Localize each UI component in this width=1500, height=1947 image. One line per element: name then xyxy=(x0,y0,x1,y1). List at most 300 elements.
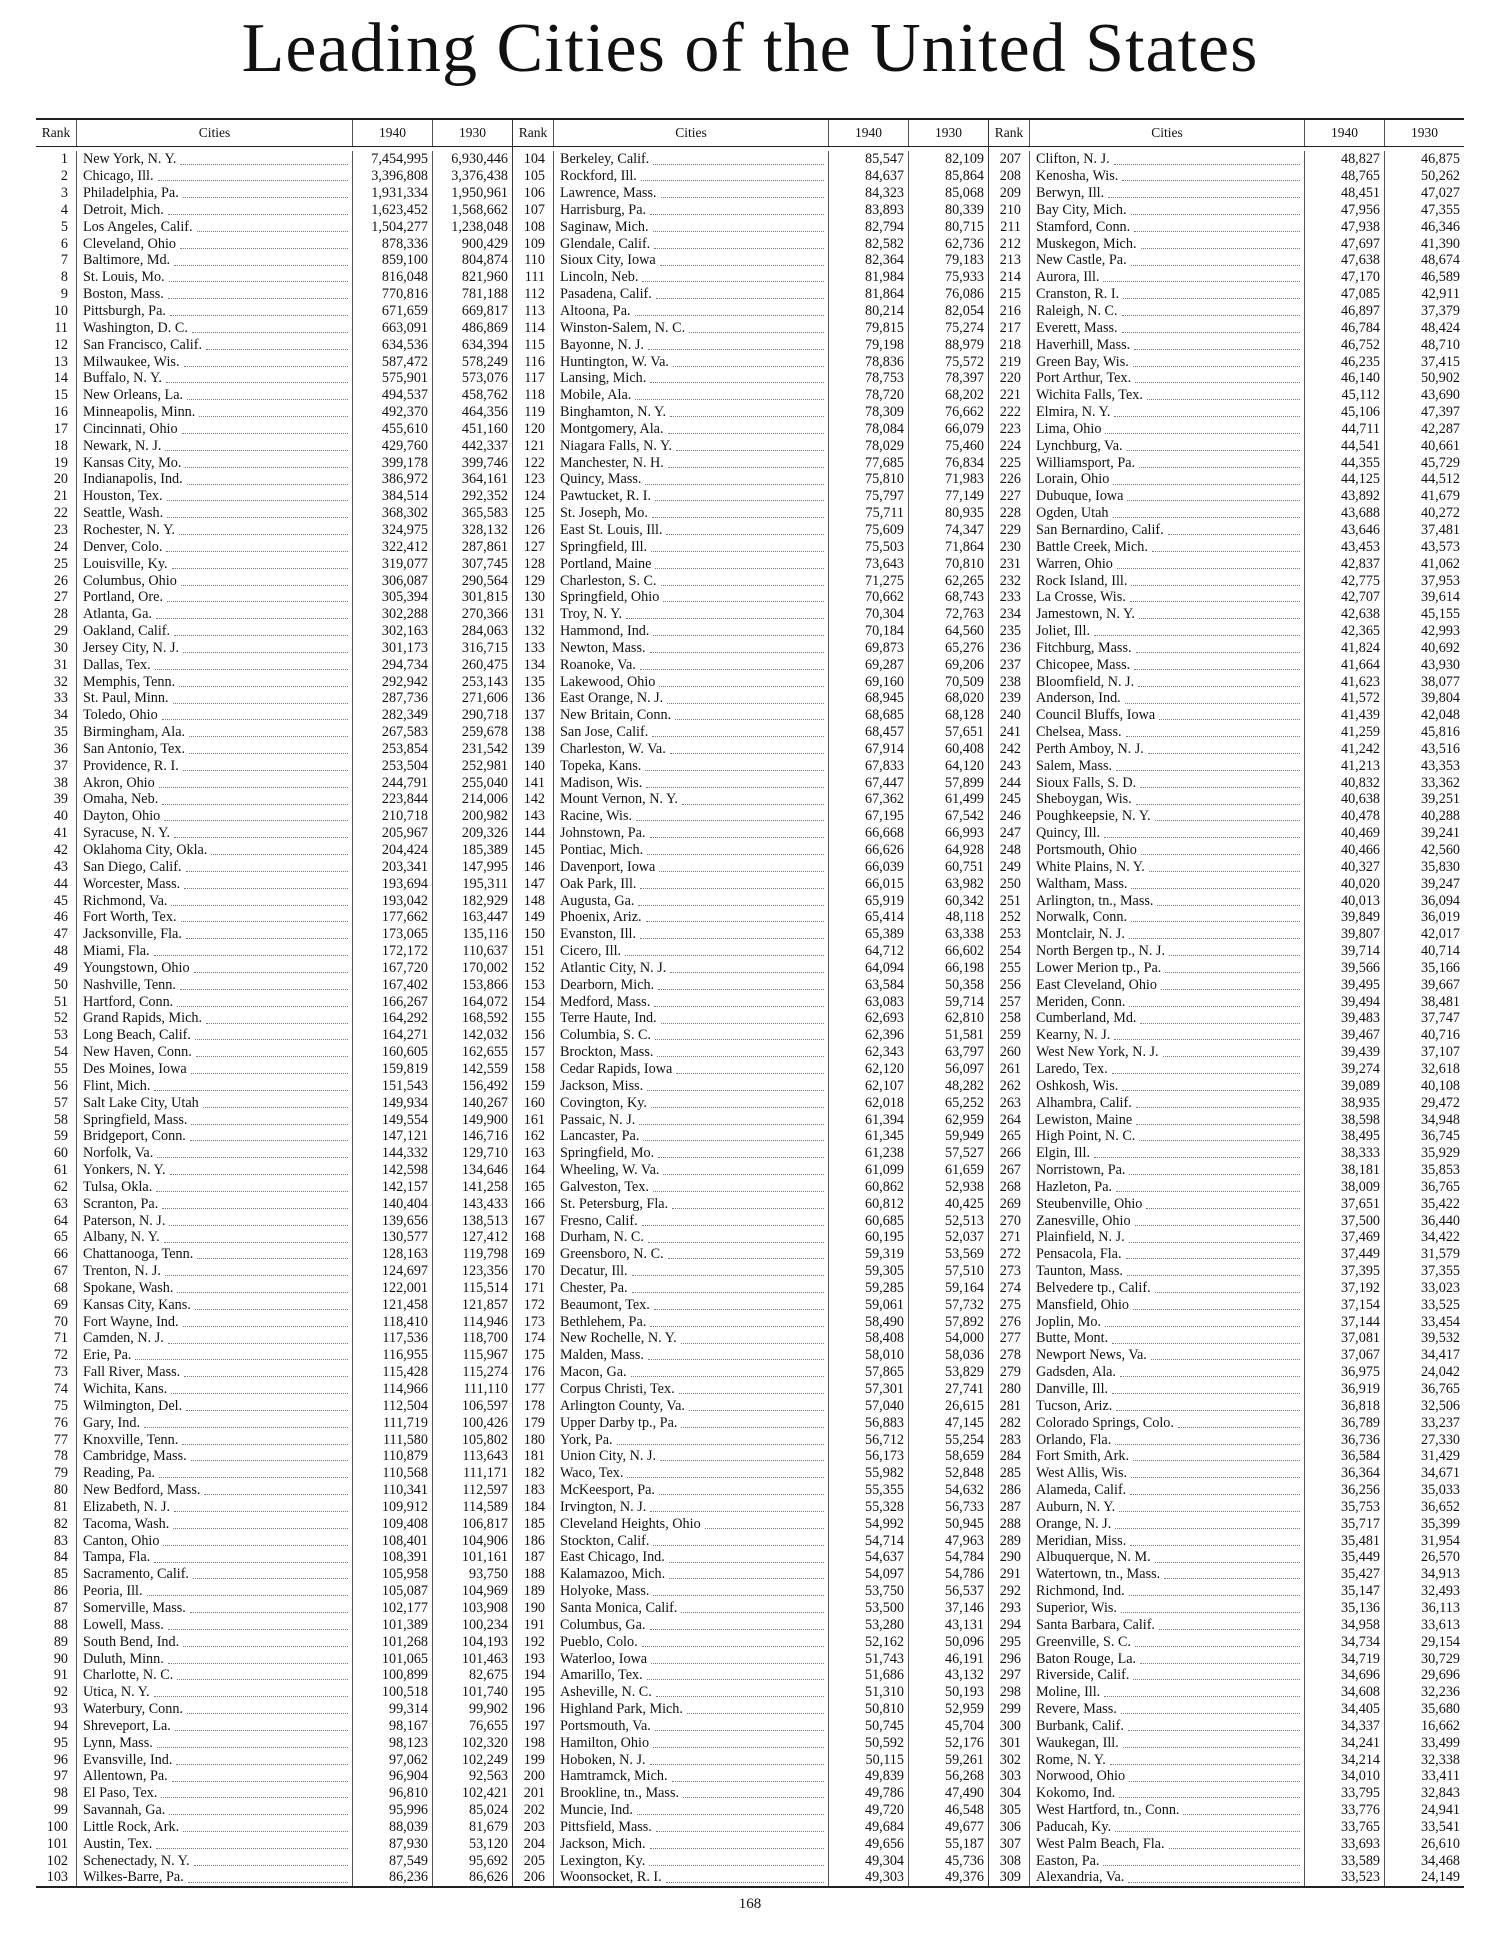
population-1940-cell: 35,753 xyxy=(1304,1499,1384,1516)
table-row xyxy=(36,1448,512,1465)
city-cell xyxy=(76,724,352,741)
table-row xyxy=(513,707,988,724)
city-name: Orange, N. J. xyxy=(1036,1515,1112,1532)
city-name: St. Louis, Mo. xyxy=(83,269,165,286)
rank-cell: 130 xyxy=(523,589,545,606)
dot-leader xyxy=(655,1721,824,1731)
dot-leader xyxy=(648,1233,824,1243)
population-1940-cell: 44,125 xyxy=(1304,471,1384,488)
table-row xyxy=(513,976,988,993)
rank-cell: 31 xyxy=(53,656,68,673)
city-name: Greenville, S. C. xyxy=(1036,1633,1131,1650)
table-row xyxy=(989,1650,1464,1667)
dot-leader xyxy=(191,1115,348,1125)
population-1930-cell: 634,394 xyxy=(432,336,512,353)
population-1930-cell: 127,412 xyxy=(432,1229,512,1246)
city-cell xyxy=(553,1364,828,1381)
dot-leader xyxy=(1135,1637,1300,1647)
rank-cell: 188 xyxy=(523,1566,545,1583)
table-row xyxy=(989,1431,1464,1448)
city-cell xyxy=(1029,555,1304,572)
city-name: Fort Smith, Ark. xyxy=(1036,1448,1130,1465)
city-name: Elmira, N. Y. xyxy=(1036,404,1111,421)
table-row xyxy=(513,185,988,202)
city-name: New Orleans, La. xyxy=(83,387,184,404)
table-row xyxy=(36,623,512,640)
population-1930-cell: 39,804 xyxy=(1384,690,1464,707)
city-name: Quincy, Ill. xyxy=(1036,825,1101,842)
population-1930-cell: 50,096 xyxy=(908,1633,988,1650)
table-row xyxy=(36,1044,512,1061)
rank-cell: 171 xyxy=(523,1279,545,1296)
population-1940-cell: 244,791 xyxy=(352,774,432,791)
population-1930-cell: 464,356 xyxy=(432,404,512,421)
city-name: Hartford, Conn. xyxy=(83,993,174,1010)
city-cell xyxy=(1029,522,1304,539)
city-cell xyxy=(553,1263,828,1280)
dot-leader xyxy=(647,1081,824,1091)
city-name: Dubuque, Iowa xyxy=(1036,488,1124,505)
city-cell xyxy=(1029,1010,1304,1027)
table-row xyxy=(513,336,988,353)
rank-cell: 232 xyxy=(999,572,1021,589)
rank-cell: 183 xyxy=(523,1482,545,1499)
dot-leader xyxy=(1148,744,1300,754)
rank-cell: 286 xyxy=(999,1482,1021,1499)
population-1940-cell: 33,795 xyxy=(1304,1785,1384,1802)
table-row xyxy=(989,1313,1464,1330)
population-1930-cell: 60,342 xyxy=(908,892,988,909)
dot-leader xyxy=(656,1822,824,1832)
table-row xyxy=(513,943,988,960)
population-1930-cell: 50,193 xyxy=(908,1684,988,1701)
rank-cell: 230 xyxy=(999,538,1021,555)
rank-cell: 3 xyxy=(60,185,68,202)
table-row xyxy=(36,1061,512,1078)
population-1940-cell: 36,818 xyxy=(1304,1398,1384,1415)
dot-leader xyxy=(661,576,824,586)
rank-cell: 266 xyxy=(999,1145,1021,1162)
population-1940-cell: 116,955 xyxy=(352,1347,432,1364)
city-name: Roanoke, Va. xyxy=(560,656,636,673)
population-1930-cell: 48,674 xyxy=(1384,252,1464,269)
population-1930-cell: 37,481 xyxy=(1384,522,1464,539)
table-row xyxy=(989,1667,1464,1684)
city-name: Berkeley, Calif. xyxy=(560,151,650,168)
city-name: Harrisburg, Pa. xyxy=(560,201,647,218)
population-1940-cell: 43,892 xyxy=(1304,488,1384,505)
table-row xyxy=(36,1330,512,1347)
population-1940-cell: 102,177 xyxy=(352,1600,432,1617)
population-1930-cell: 111,110 xyxy=(432,1381,512,1398)
city-name: Detroit, Mich. xyxy=(83,201,164,218)
population-1940-cell: 267,583 xyxy=(352,724,432,741)
city-name: Baltimore, Md. xyxy=(83,252,171,269)
population-1930-cell: 66,993 xyxy=(908,825,988,842)
population-1940-cell: 88,039 xyxy=(352,1819,432,1836)
table-row xyxy=(989,808,1464,825)
city-name: Jackson, Miss. xyxy=(560,1077,644,1094)
population-1940-cell: 36,256 xyxy=(1304,1482,1384,1499)
city-cell xyxy=(76,1027,352,1044)
dot-leader xyxy=(625,946,824,956)
rank-cell: 100 xyxy=(46,1818,68,1835)
city-name: Racine, Wis. xyxy=(560,808,633,825)
city-cell xyxy=(76,606,352,623)
rank-cell: 124 xyxy=(523,488,545,505)
population-1930-cell: 27,330 xyxy=(1384,1431,1464,1448)
population-1930-cell: 34,948 xyxy=(1384,1111,1464,1128)
population-1940-cell: 50,745 xyxy=(828,1718,908,1735)
population-1940-cell: 65,414 xyxy=(828,909,908,926)
population-1930-cell: 43,930 xyxy=(1384,656,1464,673)
population-1940-cell: 634,536 xyxy=(352,336,432,353)
table-row xyxy=(513,1768,988,1785)
population-1940-cell: 69,287 xyxy=(828,656,908,673)
population-1940-cell: 282,349 xyxy=(352,707,432,724)
rank-cell: 278 xyxy=(999,1347,1021,1364)
dot-leader xyxy=(1104,828,1300,838)
table-row xyxy=(513,1313,988,1330)
population-1940-cell: 386,972 xyxy=(352,471,432,488)
population-1940-cell: 85,547 xyxy=(828,151,908,168)
table-row xyxy=(989,1296,1464,1313)
city-name: Fall River, Mass. xyxy=(83,1364,181,1381)
population-1930-cell: 33,613 xyxy=(1384,1617,1464,1634)
dot-leader xyxy=(169,1216,348,1226)
table-row xyxy=(513,690,988,707)
population-1940-cell: 66,039 xyxy=(828,859,908,876)
city-cell xyxy=(1029,185,1304,202)
population-1930-cell: 54,784 xyxy=(908,1549,988,1566)
table-row xyxy=(36,555,512,572)
table-row xyxy=(36,1802,512,1819)
city-cell xyxy=(76,488,352,505)
rank-cell: 17 xyxy=(53,420,68,437)
population-1940-cell: 47,938 xyxy=(1304,218,1384,235)
population-1930-cell: 255,040 xyxy=(432,774,512,791)
dot-leader xyxy=(156,1182,348,1192)
table-row xyxy=(513,606,988,623)
city-name: Bayonne, N. J. xyxy=(560,336,644,353)
rank-cell: 309 xyxy=(999,1869,1021,1886)
city-cell xyxy=(76,1835,352,1852)
population-1930-cell: 259,678 xyxy=(432,724,512,741)
table-row xyxy=(989,505,1464,522)
city-name: Oklahoma City, Okla. xyxy=(83,842,208,858)
population-1940-cell: 121,458 xyxy=(352,1296,432,1313)
city-name: Moline, Ill. xyxy=(1036,1684,1101,1701)
rank-cell: 132 xyxy=(523,623,545,640)
table-row xyxy=(513,1381,988,1398)
population-1930-cell: 43,132 xyxy=(908,1667,988,1684)
rank-cell: 160 xyxy=(523,1094,545,1111)
page-number: 168 xyxy=(738,1896,762,1912)
city-name: Evansville, Ind. xyxy=(83,1751,173,1768)
table-row xyxy=(513,791,988,808)
dot-leader xyxy=(1127,1266,1300,1276)
dot-leader xyxy=(635,390,824,400)
city-cell xyxy=(1029,572,1304,589)
table-row xyxy=(989,1549,1464,1566)
dot-leader xyxy=(668,424,824,434)
table-row xyxy=(36,1515,512,1532)
city-cell xyxy=(1029,1751,1304,1768)
dot-leader xyxy=(159,1468,348,1478)
population-1930-cell: 100,426 xyxy=(432,1414,512,1431)
dot-leader xyxy=(689,323,824,333)
dot-leader xyxy=(627,1468,824,1478)
dot-leader xyxy=(156,609,348,619)
population-1930-cell: 32,236 xyxy=(1384,1684,1464,1701)
city-cell xyxy=(553,1819,828,1836)
rank-cell: 13 xyxy=(53,353,68,370)
population-1930-cell: 162,655 xyxy=(432,1044,512,1061)
rank-cell: 294 xyxy=(999,1616,1021,1633)
population-1930-cell: 70,509 xyxy=(908,673,988,690)
population-1930-cell: 1,238,048 xyxy=(432,218,512,235)
population-1940-cell: 40,478 xyxy=(1304,808,1384,825)
city-name: New Bedford, Mass. xyxy=(83,1482,201,1499)
city-cell xyxy=(553,1684,828,1701)
city-cell xyxy=(1029,320,1304,337)
dot-leader xyxy=(653,626,824,636)
dot-leader xyxy=(649,1856,824,1866)
city-cell xyxy=(1029,1785,1304,1802)
table-row xyxy=(36,1785,512,1802)
dot-leader xyxy=(1123,1738,1300,1748)
dot-leader xyxy=(1129,1233,1300,1243)
table-row xyxy=(989,1566,1464,1583)
population-1940-cell: 61,238 xyxy=(828,1145,908,1162)
population-1930-cell: 140,267 xyxy=(432,1094,512,1111)
rank-cell: 149 xyxy=(523,909,545,926)
table-row xyxy=(36,539,512,556)
population-1940-cell: 110,568 xyxy=(352,1465,432,1482)
dot-leader xyxy=(643,1131,824,1141)
city-name: Norristown, Pa. xyxy=(1036,1162,1126,1179)
rank-cell: 45 xyxy=(53,892,68,909)
table-row xyxy=(36,1280,512,1297)
city-name: Springfield, Ohio xyxy=(560,589,660,606)
table-row xyxy=(36,522,512,539)
dot-leader xyxy=(183,1317,348,1327)
population-1930-cell: 113,643 xyxy=(432,1448,512,1465)
dot-leader xyxy=(167,592,348,602)
city-name: Paterson, N. J. xyxy=(83,1212,166,1229)
city-name: Schenectady, N. Y. xyxy=(83,1852,190,1869)
population-1930-cell: 37,355 xyxy=(1384,1263,1464,1280)
city-cell xyxy=(1029,741,1304,758)
city-cell xyxy=(553,606,828,623)
rank-cell: 163 xyxy=(523,1145,545,1162)
rank-cell: 29 xyxy=(53,623,68,640)
population-1930-cell: 307,745 xyxy=(432,555,512,572)
rank-cell: 225 xyxy=(999,454,1021,471)
city-cell xyxy=(1029,1229,1304,1246)
rank-cell: 208 xyxy=(999,168,1021,185)
population-1930-cell: 104,906 xyxy=(432,1532,512,1549)
table-row xyxy=(989,1381,1464,1398)
city-name: Bethlehem, Pa. xyxy=(560,1313,647,1330)
table-row xyxy=(513,1061,988,1078)
table-row xyxy=(36,1684,512,1701)
population-1940-cell: 51,686 xyxy=(828,1667,908,1684)
table-row xyxy=(36,1566,512,1583)
table-row xyxy=(36,960,512,977)
city-cell xyxy=(553,1768,828,1785)
population-1930-cell: 47,355 xyxy=(1384,202,1464,219)
city-name: Tampa, Fla. xyxy=(83,1549,151,1566)
population-1930-cell: 38,481 xyxy=(1384,993,1464,1010)
city-cell xyxy=(1029,1414,1304,1431)
rank-cell: 128 xyxy=(523,555,545,572)
city-name: Mount Vernon, N. Y. xyxy=(560,791,678,808)
city-name: Birmingham, Ala. xyxy=(83,724,186,741)
dot-leader xyxy=(190,1603,348,1613)
city-cell xyxy=(1029,1162,1304,1179)
cities-table xyxy=(36,118,1464,1888)
population-1930-cell: 46,191 xyxy=(908,1650,988,1667)
rank-cell: 180 xyxy=(523,1431,545,1448)
rank-cell: 251 xyxy=(999,892,1021,909)
population-1930-cell: 71,983 xyxy=(908,471,988,488)
dot-leader xyxy=(186,929,348,939)
city-name: Amarillo, Tex. xyxy=(560,1667,643,1684)
population-1930-cell: 1,950,961 xyxy=(432,185,512,202)
table-row xyxy=(989,185,1464,202)
city-cell xyxy=(76,623,352,640)
population-1930-cell: 115,514 xyxy=(432,1280,512,1297)
table-row xyxy=(513,1044,988,1061)
population-1930-cell: 45,736 xyxy=(908,1852,988,1869)
dot-leader xyxy=(681,1603,824,1613)
population-1940-cell: 55,328 xyxy=(828,1499,908,1516)
population-1930-cell: 80,935 xyxy=(908,505,988,522)
dot-leader xyxy=(639,1115,824,1125)
population-1940-cell: 40,020 xyxy=(1304,875,1384,892)
city-name: Trenton, N. J. xyxy=(83,1263,161,1280)
population-1930-cell: 34,913 xyxy=(1384,1566,1464,1583)
city-name: Worcester, Mass. xyxy=(83,875,181,892)
population-1940-cell: 492,370 xyxy=(352,404,432,421)
dot-leader xyxy=(157,1738,348,1748)
dot-leader xyxy=(1147,390,1300,400)
population-1930-cell: 31,429 xyxy=(1384,1448,1464,1465)
dot-leader xyxy=(167,508,348,518)
city-name: Raleigh, N. C. xyxy=(1036,303,1118,319)
table-row xyxy=(989,421,1464,438)
rank-cell: 246 xyxy=(999,808,1021,825)
dot-leader xyxy=(650,828,824,838)
city-name: Portsmouth, Ohio xyxy=(1036,842,1137,858)
dot-leader xyxy=(1136,795,1300,805)
rank-cell: 268 xyxy=(999,1178,1021,1195)
rank-cell: 38 xyxy=(53,774,68,791)
dot-leader xyxy=(654,997,824,1007)
city-cell xyxy=(1029,1078,1304,1095)
rank-cell: 198 xyxy=(523,1734,545,1751)
rank-cell: 96 xyxy=(53,1751,68,1768)
population-1940-cell: 177,662 xyxy=(352,909,432,926)
population-1930-cell: 48,710 xyxy=(1384,336,1464,353)
rank-cell: 82 xyxy=(53,1515,68,1532)
city-cell xyxy=(553,909,828,926)
table-row xyxy=(36,673,512,690)
dot-leader xyxy=(650,1502,824,1512)
rank-cell: 274 xyxy=(999,1279,1021,1296)
table-row xyxy=(513,218,988,235)
city-cell xyxy=(553,993,828,1010)
population-1940-cell: 164,292 xyxy=(352,1010,432,1027)
population-1930-cell: 52,037 xyxy=(908,1229,988,1246)
table-row xyxy=(989,960,1464,977)
rank-cell: 159 xyxy=(523,1077,545,1094)
dot-leader xyxy=(171,896,348,906)
rank-cell: 257 xyxy=(999,993,1021,1010)
city-name: Pueblo, Colo. xyxy=(560,1633,638,1650)
city-cell xyxy=(76,1313,352,1330)
rank-cell: 147 xyxy=(523,875,545,892)
city-cell xyxy=(553,1701,828,1718)
table-row xyxy=(36,252,512,269)
city-name: Corpus Christi, Tex. xyxy=(560,1381,675,1397)
rank-cell: 202 xyxy=(523,1802,545,1819)
city-name: Flint, Mich. xyxy=(83,1077,151,1094)
rank-cell: 234 xyxy=(999,606,1021,623)
city-name: San Jose, Calif. xyxy=(560,724,649,741)
dot-leader xyxy=(164,811,348,821)
population-1940-cell: 40,638 xyxy=(1304,791,1384,808)
rank-cell: 164 xyxy=(523,1162,545,1179)
table-row xyxy=(513,1819,988,1836)
city-name: Alhambra, Calif. xyxy=(1036,1094,1132,1111)
city-cell xyxy=(553,1398,828,1415)
dot-leader xyxy=(668,1249,824,1259)
dot-leader xyxy=(1119,1502,1300,1512)
dot-leader xyxy=(1131,256,1300,266)
city-cell xyxy=(76,151,352,168)
population-1940-cell: 39,274 xyxy=(1304,1061,1384,1078)
dot-leader xyxy=(1134,222,1300,232)
city-name: Santa Barbara, Calif. xyxy=(1036,1616,1155,1633)
rank-cell: 229 xyxy=(999,521,1021,538)
population-1940-cell: 60,862 xyxy=(828,1179,908,1196)
population-1940-cell: 47,638 xyxy=(1304,252,1384,269)
dot-leader xyxy=(681,1418,824,1428)
city-cell xyxy=(1029,1701,1304,1718)
city-cell xyxy=(1029,1650,1304,1667)
rank-cell: 99 xyxy=(53,1802,68,1819)
city-cell xyxy=(76,1296,352,1313)
city-name: Duluth, Minn. xyxy=(83,1650,164,1667)
table-row xyxy=(513,488,988,505)
city-name: Hazleton, Pa. xyxy=(1036,1178,1113,1195)
rank-cell: 78 xyxy=(53,1448,68,1465)
city-name: Upper Darby tp., Pa. xyxy=(560,1414,678,1431)
city-name: Passaic, N. J. xyxy=(560,1111,636,1128)
dot-leader xyxy=(663,592,824,602)
rank-cell: 276 xyxy=(999,1313,1021,1330)
dot-leader xyxy=(168,1654,348,1664)
table-row xyxy=(36,1667,512,1684)
city-name: Newton, Mass. xyxy=(560,639,646,656)
city-name: Oak Park, Ill. xyxy=(560,875,637,892)
city-cell xyxy=(553,421,828,438)
population-1940-cell: 859,100 xyxy=(352,252,432,269)
city-cell xyxy=(553,1280,828,1297)
rank-cell: 307 xyxy=(999,1835,1021,1852)
